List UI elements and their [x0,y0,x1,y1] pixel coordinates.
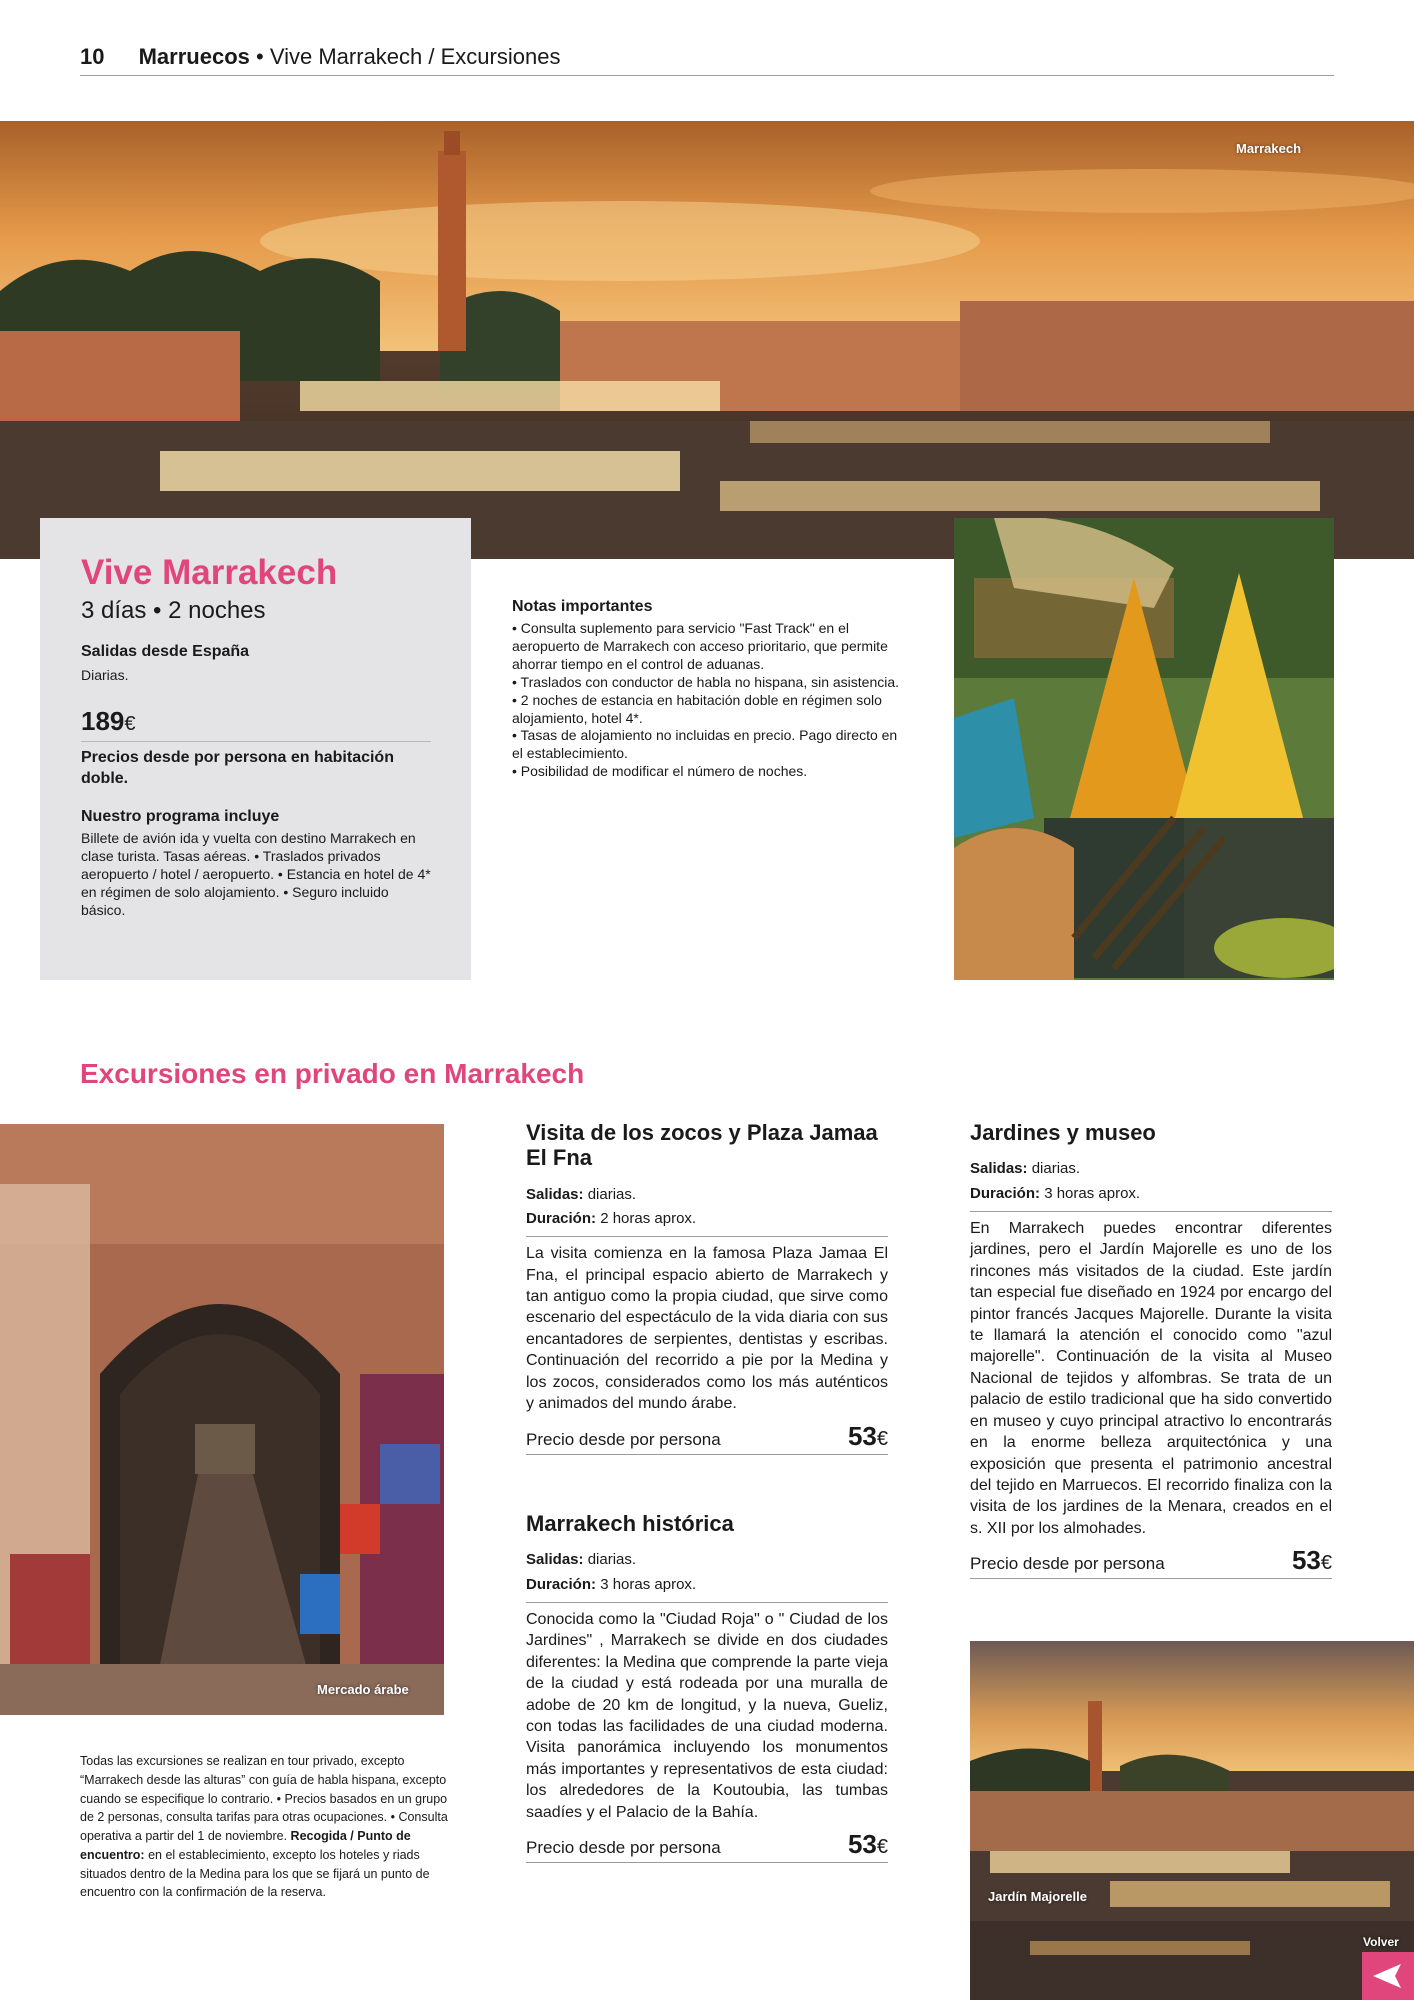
footnote-text-2: en el establecimiento, excepto los hoteles y riads situados dentro de la Medina para los que se fijará un punto de encuentro con la confirmación de la reserva. [80,1847,430,1900]
price-amount: 53 [847,1420,877,1451]
hero-photo-marrakech [0,121,1414,559]
price-currency: € [876,1427,888,1450]
excursion-description: La visita comienza en la famosa Plaza Jamaa El Fna, el principal espacio abierto de Marrakech y tan antiguo como la propia ciudad, que sirve como escenario del espectáculo de la vida diaria con sus encantadores de serpientes, dentistas y escribas. Continuación del recorrido a pie por la Medina y los zocos, considerados como los más auténticos y animados del mundo árabe. [526,1245,888,1413]
note-item: • Tasas de alojamiento no incluidas en precio. Pago directo en el establecimiento. [512,727,898,762]
excursion-title: Jardines y museo [970,1120,1156,1145]
departures-label: Salidas desde España [81,642,250,660]
souk-photo [0,1124,444,1715]
plaza-photo-art [970,1641,1414,2000]
divider [526,1602,888,1603]
excursion-title: Marrakech histórica [526,1511,734,1536]
includes-text: Billete de avión ida y vuelta con destino Marrakech en clase turista. Tasas aéreas. • Traslados privados aeropuerto / hotel / aeropuerto. • Estancia en hotel de 4* en régimen de solo alojamiento. • Seguro incluido básico. [81,830,431,918]
price-currency: € [1320,1552,1332,1575]
souk-caption: Mercado árabe [317,1682,409,1697]
departures-value: diarias. [587,1185,637,1203]
souk-photo-art [0,1124,444,1715]
package-info-box [40,518,471,980]
note-item: • Posibilidad de modificar el número de noches. [512,763,808,780]
excursion-description: En Marrakech puedes encontrar diferentes jardines, pero el Jardín Majorelle es uno de los rincones más visitados de la ciudad. Este jardín tan especial fue diseñado en 1924 por encargo del pintor francés Jacques Majorelle. Durante la visita te llamará la atención el conocido como "azul majorelle". Continuación de la visita al Museo Nacional de tejidos y alfombras. Se trata de un palacio de estilo tradicional que ha sido convertido en museo y cuyo principal atractivo lo encontrarás en la enorme belleza arquitectónica y una exposición que presenta el patrimonio ancestral del tejido en Marruecos. El recorrido finaliza con la visita de los jardines de la Menara, creados en el s. XII por los almohades. [970,1219,1332,1537]
notes-title: Notas importantes [512,598,653,615]
back-label[interactable]: Volver [1363,1935,1399,1949]
departures-value: diarias. [1031,1160,1081,1178]
excursion-price-row [970,1545,1332,1579]
duration-label: Duración: [970,1185,1041,1203]
price-label: Precio desde por persona [970,1554,1165,1574]
departures-value: Diarias. [81,666,129,683]
hero-caption: Marrakech [1236,141,1302,156]
price-value [1292,1545,1332,1576]
page-header [80,44,1334,76]
package-duration: 3 días • 2 noches [81,596,266,624]
footnote [80,1752,450,1902]
departures-label: Salidas: [970,1160,1028,1178]
plaza-caption: Jardín Majorelle [988,1889,1087,1904]
price-value [848,1421,888,1452]
price-currency: € [876,1836,888,1859]
header-section: Vive Marrakech / Excursiones [269,44,561,69]
plaza-photo [970,1641,1414,2000]
footnote-text: Todas las excursiones se realizan en tour privado, excepto “Marrakech desde las alturas” con guía de habla hispana, excepto cuando se especifique lo contrario. • Precios basados en un grupo de 2 personas, consulta tarifas para otras ocupaciones. • Consulta operativa a partir del 1 de noviembre. [80,1754,448,1843]
package-price-note: Precios desde por persona en habitación doble. [81,749,394,788]
duration-value: 3 horas aprox. [1044,1185,1141,1203]
page-number: 10 [80,44,105,69]
back-arrow-icon [1362,1952,1414,2000]
excursions-section-title: Excursiones en privado en Marrakech [80,1058,585,1089]
excursion-title: Visita de los zocos y Plaza Jamaa El Fna [526,1120,878,1171]
note-item: • Consulta suplemento para servicio "Fast Track" en el aeropuerto de Marrakech con acceso prioritario, que permite ahorrar tiempo en el control de aduanas. [512,620,888,672]
excursion-price-row [526,1829,888,1863]
spices-photo [954,518,1334,980]
important-notes [512,598,902,781]
note-item: • Traslados con conductor de habla no hispana, sin asistencia. [512,673,900,690]
departures-label: Salidas: [526,1551,584,1569]
excursion-card [970,1120,1332,1579]
price-amount: 53 [847,1829,877,1860]
departures-value: diarias. [587,1551,637,1569]
duration-value: 2 horas aprox. [600,1210,697,1228]
price-amount: 53 [1291,1545,1321,1576]
includes-title: Nuestro programa incluye [81,808,280,825]
price-label: Precio desde por persona [526,1838,721,1858]
duration-value: 3 horas aprox. [600,1576,697,1594]
excursion-card [526,1511,888,1863]
package-title: Vive Marrakech [81,553,338,592]
duration-label: Duración: [526,1576,597,1594]
price-value [848,1829,888,1860]
excursion-price-row [526,1421,888,1455]
hero-photo-art [0,121,1414,559]
back-button[interactable] [1362,1952,1414,2000]
package-price-currency: € [124,713,136,736]
note-item: • 2 noches de estancia en habitación doble en régimen solo alojamiento, hotel 4*. [512,691,882,726]
footnote-bold: Recogida / Punto de encuentro: [80,1829,411,1862]
spices-photo-art [954,518,1334,980]
package-price-value: 189 [81,706,125,737]
excursion-description: Conocida como la "Ciudad Roja" o " Ciudad de los Jardines" , Marrakech se divide en dos ciudades diferentes: la Medina que comprende la parte vieja de la ciudad y está rodeada por una muralla de adobe de 20 km de longitud, y la nueva, Gueliz, con todas las facilidades de una ciudad moderna. Visita panorámica incluyendo los monumentos más importantes y representativos de esta ciudad: los alrededores de la Koutoubia, las tumbas saadíes y el Palacio de la Bahía. [526,1610,888,1821]
excursion-card [526,1120,888,1455]
departures-label: Salidas: [526,1185,584,1203]
destination-title: Marruecos [138,44,250,69]
header-separator: • [256,44,264,69]
duration-label: Duración: [526,1210,597,1228]
divider [526,1236,888,1237]
package-price [81,706,431,742]
divider [970,1211,1332,1212]
price-label: Precio desde por persona [526,1429,721,1449]
